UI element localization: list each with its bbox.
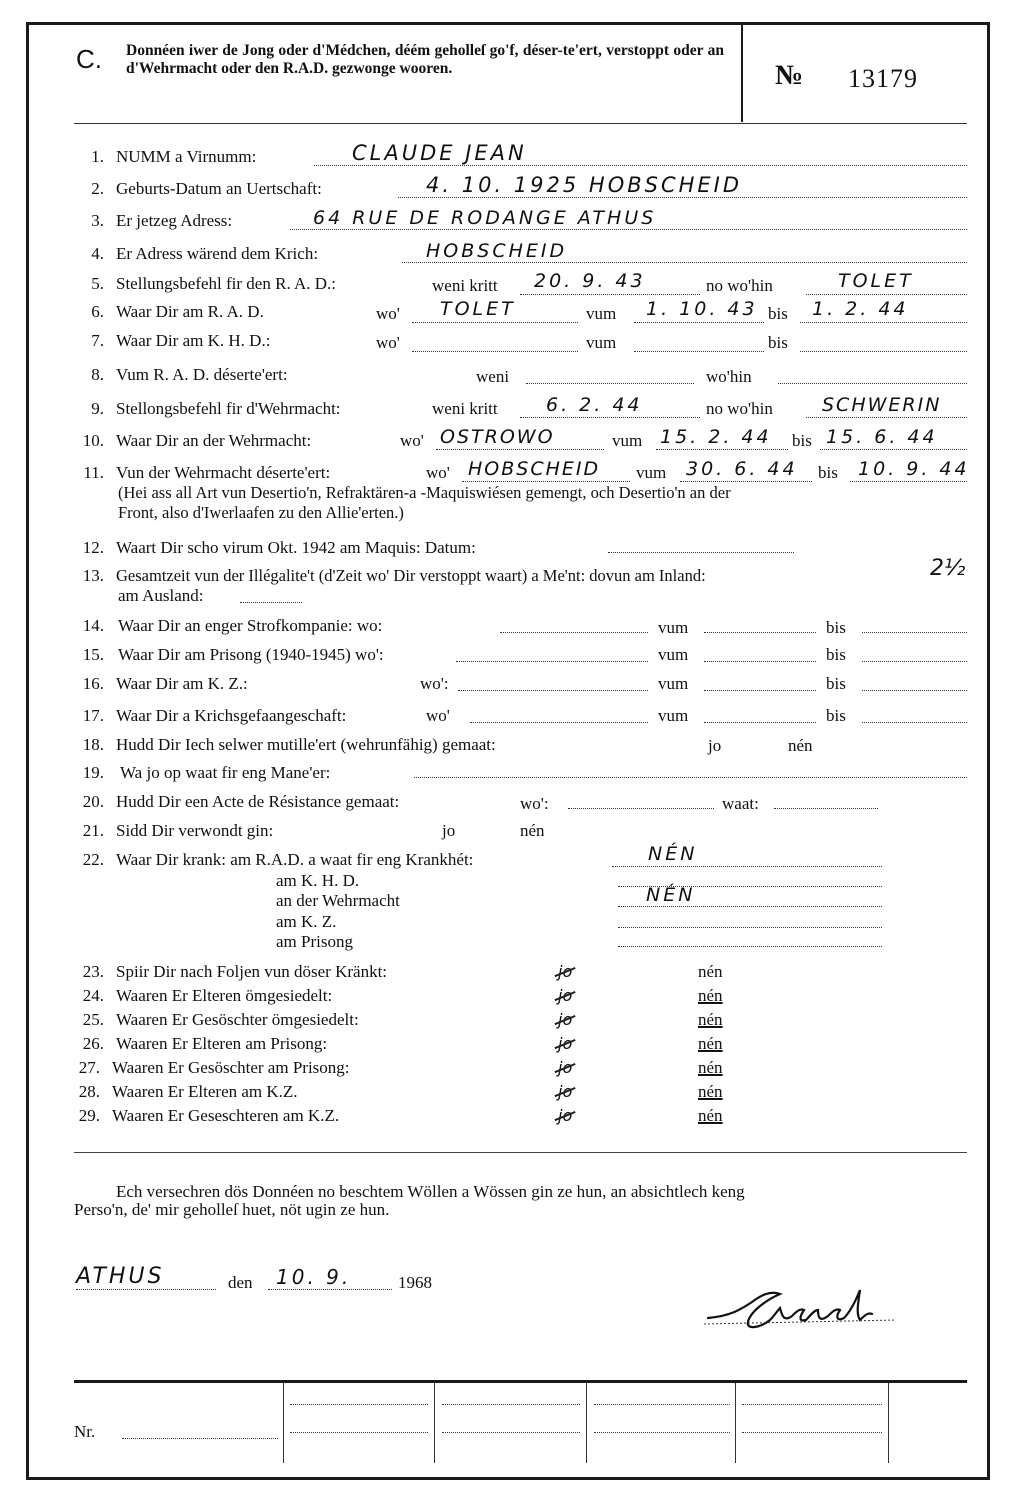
option-nen-selected[interactable]: nén [698,1010,723,1029]
label-wohin: no wo'hin [706,399,773,418]
row-number: 15. [82,645,104,664]
row-number: 14. [82,616,104,635]
handwritten-date: 15. 6. 44 [826,426,938,448]
fill-line[interactable] [862,661,967,662]
handwritten-place: ATHUS [76,1264,165,1289]
fill-line[interactable] [618,946,882,947]
handwritten-date: 10. 9. [276,1265,352,1289]
row-label: Waaren Er Elteren am Prisong: [116,1034,328,1053]
label-bis: bis [768,333,788,352]
option-nen[interactable]: nén [698,962,723,981]
option-jo-struck[interactable]: jo [558,962,573,981]
declaration-line: Perso'n, de' mir geholleſ huet, nöt ugin ze hun. [74,1200,390,1219]
footer-table-rule [74,1380,967,1383]
label-vum: vum [636,463,667,482]
fill-line[interactable] [594,1432,730,1433]
label-vum: vum [612,431,643,450]
fill-line[interactable] [742,1432,882,1433]
row-number: 6. [91,302,104,321]
fill-line[interactable] [290,1432,428,1433]
label-weni: weni [476,367,510,386]
row-number: 24. [82,986,104,1005]
fill-line[interactable] [462,481,630,482]
row-sublabel: am Prisong [276,932,353,951]
handwritten-place: TOLET [838,270,914,292]
row-number: 17. [82,706,104,725]
row-number: 10. [82,431,104,450]
handwritten-date: 20. 9. 43 [534,270,646,292]
option-nen-selected[interactable]: nén [698,986,723,1005]
row-label: Waaren Er Gesöschter ömgesiedelt: [116,1010,359,1029]
signature [700,1280,900,1340]
table-column-divider [586,1383,587,1463]
row-number: 23. [82,962,104,981]
option-jo-struck[interactable]: jo [558,1010,573,1029]
row-number: 22. [82,850,104,869]
handwritten-place: SCHWERIN [822,394,942,416]
option-jo-struck[interactable]: jo [558,1106,573,1125]
option-nen-selected[interactable]: nén [698,1106,723,1125]
fill-line[interactable] [742,1404,882,1405]
label-wo: wo' [426,706,450,725]
label-wo: wo': [420,674,449,693]
row-number: 26. [82,1034,104,1053]
label-wo: wo': [520,794,549,813]
label-wo: wo' [400,431,424,450]
handwritten-answer: NÉN [648,843,698,865]
option-jo[interactable]: jo [708,736,722,755]
row-label: Spiir Dir nach Foljen vun döser Kränkt: [116,962,388,981]
handwritten-war-address: HOBSCHEID [426,240,568,262]
row-sublabel: am K. Z. [276,912,337,931]
row-number: 20. [82,792,104,811]
fill-line[interactable] [680,481,812,482]
row-label: Geburts-Datum an Uertschaft: [116,179,322,198]
section-divider [74,1152,967,1153]
handwritten-answer: NÉN [646,884,696,906]
row-label: Gesamtzeit vun der Illégalite't (d'Zeit wo' Dir verstoppt waart) a Me'nt: dovun am Inland: [116,566,706,585]
handwritten-date: 1. 2. 44 [812,298,909,320]
handwritten-date: 15. 2. 44 [660,426,772,448]
handwritten-place: HOBSCHEID [468,458,601,480]
handwritten-months: 2½ [930,556,966,581]
row-number: 2. [91,179,104,198]
table-column-divider [283,1383,284,1463]
handwritten-date: 30. 6. 44 [686,458,798,480]
row-label: Stellongsbefehl fir d'Wehrmacht: [116,399,341,418]
fill-line[interactable] [568,808,714,809]
option-jo-struck[interactable]: jo [558,1058,573,1077]
label-bis: bis [826,674,846,693]
form-number: 13179 [848,64,918,93]
label-bis: bis [792,431,812,450]
fill-line[interactable] [442,1432,580,1433]
fill-line[interactable] [520,417,700,418]
label-bis: bis [826,645,846,664]
table-column-divider [888,1383,889,1463]
row-number: 5. [91,274,104,293]
row-number: 25. [82,1010,104,1029]
row-label: Waar Dir an der Wehrmacht: [116,431,312,450]
label-bis: bis [826,706,846,725]
label-bis: bis [768,304,788,323]
fill-line[interactable] [704,690,816,691]
row-number: 16. [82,674,104,693]
handwritten-date: 10. 9. 44 [858,458,970,480]
fill-line[interactable] [76,1289,216,1290]
label-bis: bis [826,618,846,637]
option-nen[interactable]: nén [520,821,545,840]
label-den: den [228,1273,253,1292]
header-rule [74,123,967,124]
row-label: Waaren Er Elteren ömgesiedelt: [116,986,333,1005]
row-label: Waart Dir scho virum Okt. 1942 am Maquis: Datum: [116,538,476,557]
handwritten-birth: 4. 10. 1925 HOBSCHEID [426,173,743,197]
handwritten-date: 1. 10. 43 [646,298,758,320]
fill-line[interactable] [458,690,648,691]
option-nen-selected[interactable]: nén [698,1058,723,1077]
row-label: Hudd Dir Iech selwer mutille'ert (wehrunfähig) gemaat: [116,735,496,754]
label-vum: vum [658,618,689,637]
row-number: 13. [82,566,104,585]
label-vum: vum [658,674,689,693]
label-waat: waat: [722,794,759,813]
label-wo: wo' [376,304,400,323]
row-label: Waar Dir an enger Strofkompanie: wo: [118,616,383,635]
row-label: Er jetzeg Adress: [116,211,233,230]
fill-line[interactable] [704,722,816,723]
handwritten-name: CLAUDE JEAN [352,141,527,165]
row-number: 4. [91,244,104,263]
row-number: 9. [91,399,104,418]
row-label: Sidd Dir verwondt gin: [116,821,274,840]
section-letter: C. [76,44,102,74]
fill-line[interactable] [612,866,882,867]
fill-line[interactable] [704,632,816,633]
label-wo: wo' [376,333,400,352]
fill-line[interactable] [290,1404,428,1405]
number-symbol: № [775,60,804,91]
fill-line[interactable] [820,449,967,450]
handwritten-place: OSTROWO [440,426,555,448]
fill-line[interactable] [436,449,604,450]
fill-line[interactable] [634,322,764,323]
table-column-divider [735,1383,736,1463]
row-label: Waar Dir am Prisong (1940-1945) wo': [118,645,384,664]
label-weni: weni kritt [432,399,498,418]
row-number: 7. [91,331,104,350]
fill-line[interactable] [608,552,794,553]
fill-line[interactable] [850,481,967,482]
label-wohin: no wo'hin [706,276,773,295]
row-number: 12. [82,538,104,557]
fill-line[interactable] [656,449,788,450]
row-label: Waar Dir am R. A. D. [116,302,264,321]
fill-line[interactable] [122,1438,278,1439]
label-vum: vum [586,304,617,323]
fill-line[interactable] [240,602,302,603]
fill-line[interactable] [314,165,967,166]
fill-line[interactable] [398,197,967,198]
fill-line[interactable] [806,294,967,295]
fill-line[interactable] [526,383,694,384]
fill-line[interactable] [520,294,700,295]
option-jo[interactable]: jo [442,821,456,840]
fill-line[interactable] [442,1404,580,1405]
declaration-line: Ech versechren dös Donnéen no beschtem Wöllen a Wössen gin ze hun, an absichtlech keng [116,1182,745,1201]
row-label: Vum R. A. D. déserte'ert: [116,365,288,384]
header-divider [741,24,743,122]
row-number: 18. [82,735,104,754]
row-label: NUMM a Virnumm: [116,147,257,166]
row-label: Er Adress wärend dem Krich: [116,244,319,263]
fill-line[interactable] [806,417,967,418]
option-nen-selected[interactable]: nén [698,1082,723,1101]
row-number: 19. [82,763,104,782]
fill-line[interactable] [412,322,578,323]
row-label: Waar Dir krank: am R.A.D. a waat fir eng Krankhét: [116,850,474,869]
row-label: Waaren Er Geseschteren am K.Z. [112,1106,340,1125]
option-nen[interactable]: nén [788,736,813,755]
row-label: Waar Dir am K. H. D.: [116,331,271,350]
row-number: 1. [91,147,104,166]
fill-line[interactable] [594,1404,730,1405]
fill-line[interactable] [774,808,878,809]
handwritten-address: 64 RUE DE RODANGE ATHUS [313,207,657,229]
fill-line[interactable] [402,262,967,263]
row-label: Waar Dir a Krichsgefaangeschaft: [116,706,347,725]
fill-line[interactable] [412,351,578,352]
fill-line[interactable] [290,229,967,230]
option-jo-struck[interactable]: jo [558,986,573,1005]
row-sublabel: am K. H. D. [276,871,360,890]
row-number: 21. [82,821,104,840]
label-vum: vum [586,333,617,352]
fill-line[interactable] [778,383,967,384]
row-note: Front, also d'Iwerlaafen zu den Allie'erten.) [118,503,404,522]
row-label: Hudd Dir een Acte de Résistance gemaat: [116,792,400,811]
section-title: Donnéen iwer de Jong oder d'Médchen, déém geholleſ go'f, déser-te'ert, verstoppt oder an d'Wehrmacht oder den R.A.D. gezwonge wooren. [126,42,724,77]
label-weni: weni kritt [432,276,498,295]
fill-line[interactable] [704,661,816,662]
row-number: 11. [83,463,104,482]
label-vum: vum [658,645,689,664]
option-jo-struck[interactable]: jo [558,1034,573,1053]
row-number: 8. [91,365,104,384]
handwritten-place: TOLET [440,298,516,320]
label-bis: bis [818,463,838,482]
table-column-divider [434,1383,435,1463]
label-vum: vum [658,706,689,725]
fill-line[interactable] [800,322,967,323]
fill-line[interactable] [862,722,967,723]
label-wohin: wo'hin [706,367,752,386]
fill-line[interactable] [500,632,648,633]
fill-line[interactable] [862,632,967,633]
row-label: Vun der Wehrmacht déserte'ert: [116,463,331,482]
row-label: Wa jo op waat fir eng Mane'er: [120,763,331,782]
row-sublabel: an der Wehrmacht [276,891,400,910]
row-label: Stellungsbefehl fir den R. A. D.: [116,274,337,293]
fill-line[interactable] [618,906,882,907]
footer-nr-label: Nr. [74,1422,96,1441]
row-number: 27. [78,1058,100,1077]
handwritten-date: 6. 2. 44 [546,394,643,416]
fill-line[interactable] [414,777,967,778]
row-note: (Hei ass all Art vun Desertio'n, Refraktären-a -Maquiswiésen gemengt, och Desertio'n an der [118,483,731,502]
fill-line[interactable] [268,1289,392,1290]
option-jo-struck[interactable]: jo [558,1082,573,1101]
option-nen-selected[interactable]: nén [698,1034,723,1053]
fill-line[interactable] [470,722,648,723]
year-text: 1968 [398,1273,432,1292]
row-label: Waaren Er Elteren am K.Z. [112,1082,298,1101]
row-label: am Ausland: [118,586,204,605]
fill-line[interactable] [634,351,764,352]
fill-line[interactable] [800,351,967,352]
row-number: 28. [78,1082,100,1101]
label-wo: wo' [426,463,450,482]
row-label: Waaren Er Gesöschter am Prisong: [112,1058,350,1077]
fill-line[interactable] [456,661,648,662]
fill-line[interactable] [618,927,882,928]
row-number: 29. [78,1106,100,1125]
row-number: 3. [91,211,104,230]
row-label: Waar Dir am K. Z.: [116,674,248,693]
fill-line[interactable] [862,690,967,691]
